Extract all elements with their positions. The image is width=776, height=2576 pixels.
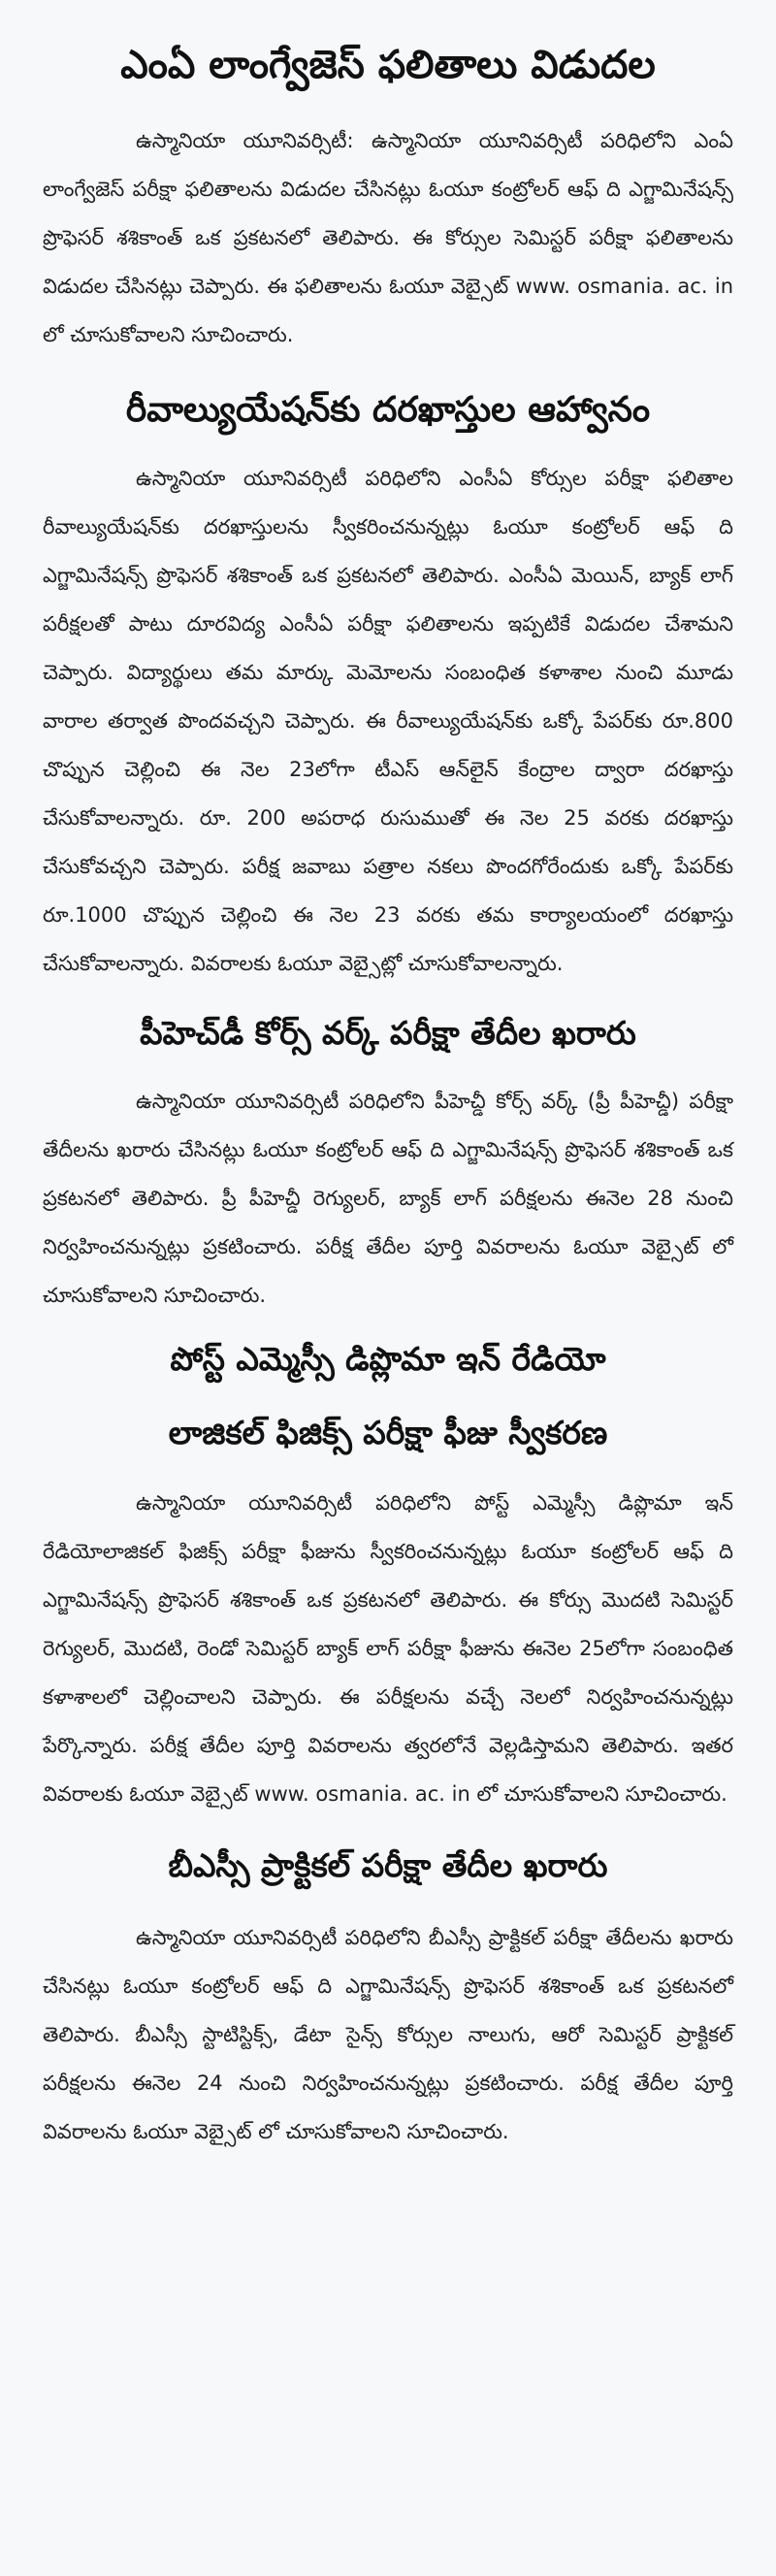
article-headline: బీఎస్సీ ప్రాక్టికల్ పరీక్షా తేదీల ఖరారు (168, 1846, 608, 1884)
article-body: ఉస్మానియా యూనివర్సిటీ పరిధిలోని ఎంసీఏ కోర్సుల పరీక్షా ఫలితాల రీవాల్యుయేషన్‌కు దరఖాస్తులను స్వీకరించనున్నట్లు ఓయూ కంట్రోలర్ ఆఫ్ ది ఎగ్జామినేషన్స్ ప్రొఫెసర్ శశికాంత్ ఒక ప్రకటనలో తెలిపారు. ఎంసీఏ మెయిన్, బ్యాక్ లాగ్ పరీక్షలతో పాటు దూరవిద్య ఎంసీఏ పరీక్షా ఫలితాలను ఇప్పటికే విడుదల చేశామని చెప్పారు. విద్యార్థులు తమ మార్కు మెమోలను సంబంధిత కళాశాల నుంచి మూడు వారాల తర్వాత పొందవచ్చని చెప్పారు. ఈ రీవాల్యుయేషన్‌కు ఒక్కో పేపర్‌కు రూ.800 చొప్పున చెల్లించి ఈ నెల 23లోగా టీఎస్ ఆన్‌లైన్ కేంద్రాల ద్వారా దరఖాస్తు చేసుకోవాలన్నారు. రూ. 200 అపరాధ రుసుముతో ఈ నెల 25 వరకు దరఖాస్తు చేసుకోవచ్చని చెప్పారు. పరీక్ష జవాబు పత్రాల నకలు పొందగోరేందుకు ఒక్కో పేపర్‌కు రూ.1000 చొప్పున చెల్లించి ఈ నెల 23 వరకు తమ కార్యాలయంలో దరఖాస్తు చేసుకోవాలన్నారు. వివరాలకు ఓయూ వెబ్సైట్లో చూసుకోవాలన్నారు. (43, 467, 733, 975)
article-radiological-physics-fee (43, 1327, 733, 1818)
article-ma-languages-results (43, 27, 733, 359)
article-body: ఉస్మానియా యూనివర్సిటీ పరిధిలోని పీహెచ్డీ కోర్స్ వర్క్ (ప్రీ పీహెచ్డీ) పరీక్షా తేదీలను ఖరారు చేసినట్లు ఓయూ కంట్రోలర్ ఆఫ్ ది ఎగ్జామినేషన్స్ ప్రొఫెసర్ శశికాంత్ ఒక ప్రకటనలో తెలిపారు. ప్రీ పీహెచ్డీ రెగ్యులర్, బ్యాక్ లాగ్ పరీక్షలను ఈనెల 28 నుంచి నిర్వహించనున్నట్లు ప్రకటించారు. పరీక్ష తేదీల పూర్తి వివరాలను ఓయూ వెబ్సైట్ లో చూసుకోవాలని సూచించారు. (43, 1090, 733, 1307)
article-body: ఉస్మానియా యూనివర్సిటీ: ఉస్మానియా యూనివర్సిటీ పరిధిలోని ఎంఏ లాంగ్వేజెస్ పరీక్షా ఫలితాలను విడుదల చేసినట్లు ఓయూ కంట్రోలర్ ఆఫ్ ది ఎగ్జామినేషన్స్ ప్రొఫెసర్ శశికాంత్ ఒక ప్రకటనలో తెలిపారు. ఈ కోర్సుల సెమిస్టర్ పరీక్షా ఫలితాలను విడుదల చేసినట్లు చెప్పారు. ఈ ఫలితాలను ఓయూ వెబ్సైట్ www. osmania. ac. in లో చూసుకోవాలని సూచించారు. (43, 129, 733, 346)
article-bsc-practical-dates (43, 1832, 733, 2156)
article-headline: రీవాల్యుయేషన్‌కు దరఖాస్తుల ఆహ్వానం (125, 390, 651, 430)
article-headline: పీహెచ్‌డీ కోర్స్ వర్క్ పరీక్షా తేదీల ఖరారు (140, 1014, 636, 1052)
article-headline-line2: లాజికల్ ఫిజిక్స్ పరీక్షా ఫీజు స్వీకరణ (168, 1414, 608, 1451)
article-revaluation-applications (43, 376, 733, 988)
article-body: ఉస్మానియా యూనివర్సిటీ పరిధిలోని పోస్ట్ ఎమ్మెస్సీ డిప్లొమా ఇన్ రేడియోలాజికల్ ఫిజిక్స్ పరీక్షా ఫీజును స్వీకరించనున్నట్లు ఓయూ కంట్రోలర్ ఆఫ్ ది ఎగ్జామినేషన్స్ ప్రొఫెసర్ శశికాంత్ ఒక ప్రకటనలో తెలిపారు. ఈ కోర్సు మొదటి సెమిస్టర్ రెగ్యులర్, మొదటి, రెండో సెమిస్టర్ బ్యాక్ లాగ్ పరీక్షా ఫీజును ఈనెల 25లోగా సంబంధిత కళాశాలలో చెల్లించాలని చెప్పారు. ఈ పరీక్షలను వచ్చే నెలలో నిర్వహించనున్నట్లు పేర్కొన్నారు. పరీక్ష తేదీల పూర్తి వివరాలను త్వరలోనే వెల్లడిస్తామని తెలిపారు. ఇతర వివరాలకు ఓయూ వెబ్సైట్ www. osmania. ac. in లో చూసుకోవాలని సూచించారు. (43, 1491, 733, 1806)
article-headline: ఎంఏ లాంగ్వేజెస్ ఫలితాలు విడుదల (120, 43, 656, 87)
article-phd-coursework-dates (43, 999, 733, 1320)
article-body: ఉస్మానియా యూనివర్సిటీ పరిధిలోని బీఎస్సీ ప్రాక్టికల్ పరీక్షా తేదీలను ఖరారు చేసినట్లు ఓయూ కంట్రోలర్ ఆఫ్ ది ఎగ్జామినేషన్స్ ప్రొఫెసర్ శశికాంత్ ఒక ప్రకటనలో తెలిపారు. బీఎస్సీ స్టాటిస్టిక్స్, డేటా సైన్స్ కోర్సుల నాలుగు, ఆరో సెమిస్టర్ ప్రాక్టికల్ పరీక్షలను ఈనెల 24 నుంచి నిర్వహించనున్నట్లు ప్రకటించారు. పరీక్ష తేదీల పూర్తి వివరాలను ఓయూ వెబ్సైట్ లో చూసుకోవాలని సూచించారు. (43, 1926, 733, 2143)
article-headline-line1: పోస్ట్ ఎమ్మెస్సీ డిప్లొమా ఇన్ రేడియో (170, 1340, 606, 1378)
